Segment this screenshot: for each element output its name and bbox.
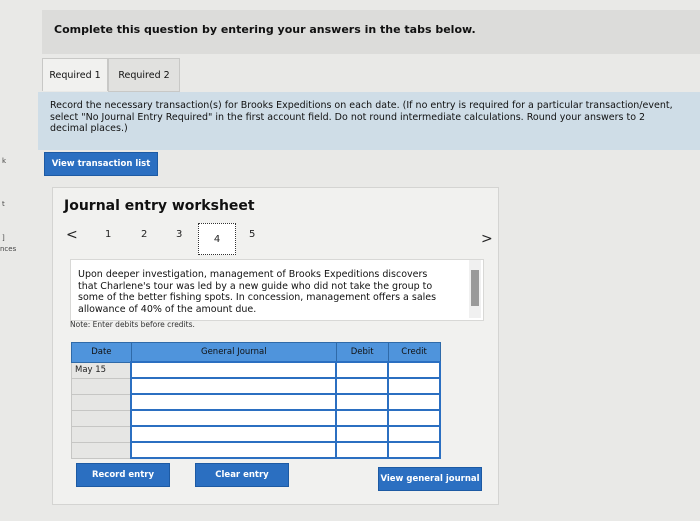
scenario-scrollbar-thumb[interactable] — [471, 270, 479, 306]
credit-input[interactable] — [388, 378, 440, 394]
table-row — [72, 378, 441, 394]
table-row — [72, 362, 441, 378]
column-header-credit: Credit — [388, 343, 440, 363]
credit-input[interactable] — [388, 410, 440, 426]
question-header — [42, 10, 700, 54]
debit-input[interactable] — [336, 442, 388, 458]
credit-input[interactable] — [388, 394, 440, 410]
date-cell — [72, 378, 132, 394]
page-1[interactable]: 1 — [105, 229, 112, 240]
question-title: Complete this question by entering your answers in the tabs below. — [54, 23, 476, 36]
account-input[interactable] — [131, 394, 336, 410]
tab-required-1[interactable]: Required 1 — [42, 58, 108, 91]
credit-input[interactable] — [388, 442, 440, 458]
instructions-text: Record the necessary transaction(s) for Brooks Expeditions on each date. (If no entry is required for a particular transaction/event, select "No Journal Entry Required" in the first account field. Do not round intermediate calculations. Round your answers to 2 decimal places.) — [50, 100, 673, 134]
page-2[interactable]: 2 — [141, 229, 148, 240]
page-3[interactable]: 3 — [176, 229, 183, 240]
table-row — [72, 442, 441, 458]
account-input[interactable] — [131, 442, 336, 458]
debit-input[interactable] — [336, 362, 388, 378]
credit-input[interactable] — [388, 426, 440, 442]
debit-input[interactable] — [336, 394, 388, 410]
date-cell — [72, 394, 132, 410]
left-edge-fragment: nces — [0, 245, 17, 253]
record-entry-button[interactable]: Record entry — [76, 463, 170, 487]
table-row — [72, 410, 441, 426]
view-general-journal-button[interactable]: View general journal — [378, 467, 482, 491]
date-cell — [72, 426, 132, 442]
clear-entry-button[interactable]: Clear entry — [195, 463, 289, 487]
journal-table — [71, 342, 441, 459]
entry-note: Note: Enter debits before credits. — [70, 320, 195, 329]
next-page-icon[interactable]: > — [481, 231, 493, 247]
column-header-date: Date — [72, 343, 132, 363]
prev-page-icon[interactable]: < — [66, 227, 78, 243]
debit-input[interactable] — [336, 410, 388, 426]
table-row — [72, 394, 441, 410]
scenario-box — [70, 259, 484, 321]
table-row — [72, 426, 441, 442]
left-edge-fragment: t — [2, 200, 5, 208]
instructions-box — [38, 92, 700, 150]
worksheet-title: Journal entry worksheet — [64, 198, 255, 214]
date-cell — [72, 410, 132, 426]
tab-required-2[interactable]: Required 2 — [108, 58, 180, 92]
date-cell — [72, 442, 132, 458]
view-transaction-list-button[interactable]: View transaction list — [44, 152, 158, 176]
column-header-debit: Debit — [336, 343, 388, 363]
left-edge-fragment: ] — [2, 234, 5, 242]
account-input[interactable] — [131, 378, 336, 394]
left-edge-fragment: k — [2, 157, 7, 165]
credit-input[interactable] — [388, 362, 440, 378]
column-header-general-journal: General Journal — [131, 343, 336, 363]
date-cell: May 15 — [72, 362, 132, 378]
account-input[interactable] — [131, 410, 336, 426]
account-input[interactable] — [131, 362, 336, 378]
scenario-text: Upon deeper investigation, management of Brooks Expeditions discovers that Charlene's tour was led by a new guide who did not take the group to some of the better fishing spots. In concession, management offers a sales allowance of 40% of the amount due. — [78, 269, 437, 315]
page-4-current[interactable]: 4 — [198, 223, 236, 255]
account-input[interactable] — [131, 426, 336, 442]
page-5[interactable]: 5 — [249, 229, 256, 240]
debit-input[interactable] — [336, 378, 388, 394]
debit-input[interactable] — [336, 426, 388, 442]
